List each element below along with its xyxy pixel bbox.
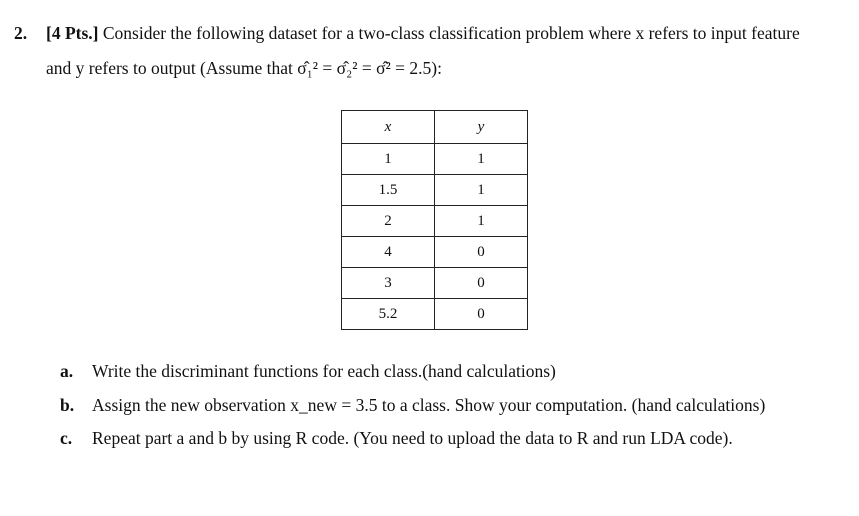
cell-x: 1 bbox=[342, 144, 435, 175]
part-letter: b. bbox=[60, 395, 75, 415]
part-text: Assign the new observation x_new = 3.5 to a class. Show your computation. (hand calculations) bbox=[92, 395, 766, 415]
table-row bbox=[342, 206, 528, 237]
table-row bbox=[342, 268, 528, 299]
cell-x: 5.2 bbox=[342, 299, 435, 330]
part-text: Repeat part a and b by using R code. (You need to upload the data to R and run LDA code). bbox=[92, 428, 733, 448]
part-c bbox=[60, 427, 733, 449]
column-header-x: x bbox=[342, 111, 435, 144]
part-text: Write the discriminant functions for each class.(hand calculations) bbox=[92, 361, 556, 381]
question-points: [4 Pts.] bbox=[46, 23, 99, 43]
question-line-1 bbox=[14, 22, 800, 44]
cell-y: 1 bbox=[435, 175, 528, 206]
dataset-table bbox=[341, 110, 528, 330]
part-letter: c. bbox=[60, 428, 73, 448]
part-a bbox=[60, 360, 556, 382]
column-header-y: y bbox=[435, 111, 528, 144]
cell-y: 0 bbox=[435, 268, 528, 299]
question-number: 2. bbox=[14, 23, 28, 43]
part-letter: a. bbox=[60, 361, 74, 381]
table-row bbox=[342, 237, 528, 268]
cell-x: 4 bbox=[342, 237, 435, 268]
cell-x: 2 bbox=[342, 206, 435, 237]
cell-x: 1.5 bbox=[342, 175, 435, 206]
question-assumption-text: and y refers to output (Assume that σ̂₁² = σ̂₂² = σ̂² = 2.5): bbox=[46, 58, 442, 78]
cell-y: 1 bbox=[435, 206, 528, 237]
cell-y: 1 bbox=[435, 144, 528, 175]
table-row bbox=[342, 144, 528, 175]
table-row bbox=[342, 299, 528, 330]
cell-y: 0 bbox=[435, 237, 528, 268]
part-b bbox=[60, 394, 765, 416]
cell-y: 0 bbox=[435, 299, 528, 330]
table-header-row bbox=[342, 111, 528, 144]
cell-x: 3 bbox=[342, 268, 435, 299]
question-intro-text: Consider the following dataset for a two-class classification problem where x refers to input feature bbox=[98, 23, 800, 43]
table-row bbox=[342, 175, 528, 206]
question-line-2 bbox=[46, 57, 442, 79]
